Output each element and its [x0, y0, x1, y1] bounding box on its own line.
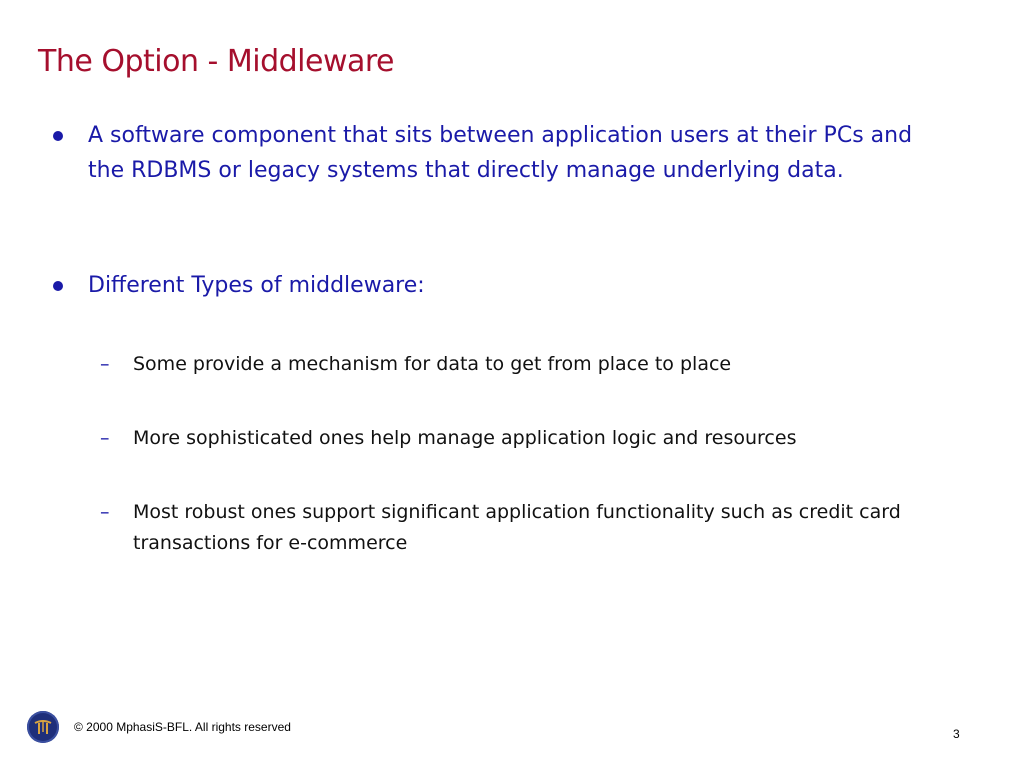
dash-icon: – — [100, 501, 110, 523]
sub-bullet-text: Some provide a mechanism for data to get from place to place — [133, 353, 732, 375]
sub-bullet-text: Most robust ones support significant application functionality such as credit card transactions for e-commerce — [133, 501, 901, 554]
bullet-dot-icon — [53, 281, 63, 291]
bullet-item — [50, 118, 930, 188]
bullet-dot-icon — [53, 131, 63, 141]
page-number: 3 — [953, 727, 960, 741]
dash-icon: – — [100, 353, 110, 375]
sub-bullet-text: More sophisticated ones help manage application logic and resources — [133, 427, 797, 449]
bullet-text: A software component that sits between application users at their PCs and the RDBMS or legacy systems that directly manage underlying data. — [88, 123, 913, 183]
sub-bullet-item — [100, 423, 930, 454]
slide-title: The Option - Middleware — [38, 44, 394, 79]
company-logo-icon — [27, 711, 59, 743]
sub-bullet-item — [100, 497, 930, 559]
copyright-text: © 2000 MphasiS-BFL. All rights reserved — [74, 720, 291, 734]
dash-icon: – — [100, 427, 110, 449]
sub-bullet-item — [100, 349, 930, 380]
bullet-text: Different Types of middleware: — [88, 273, 425, 298]
bullet-item — [50, 268, 930, 303]
